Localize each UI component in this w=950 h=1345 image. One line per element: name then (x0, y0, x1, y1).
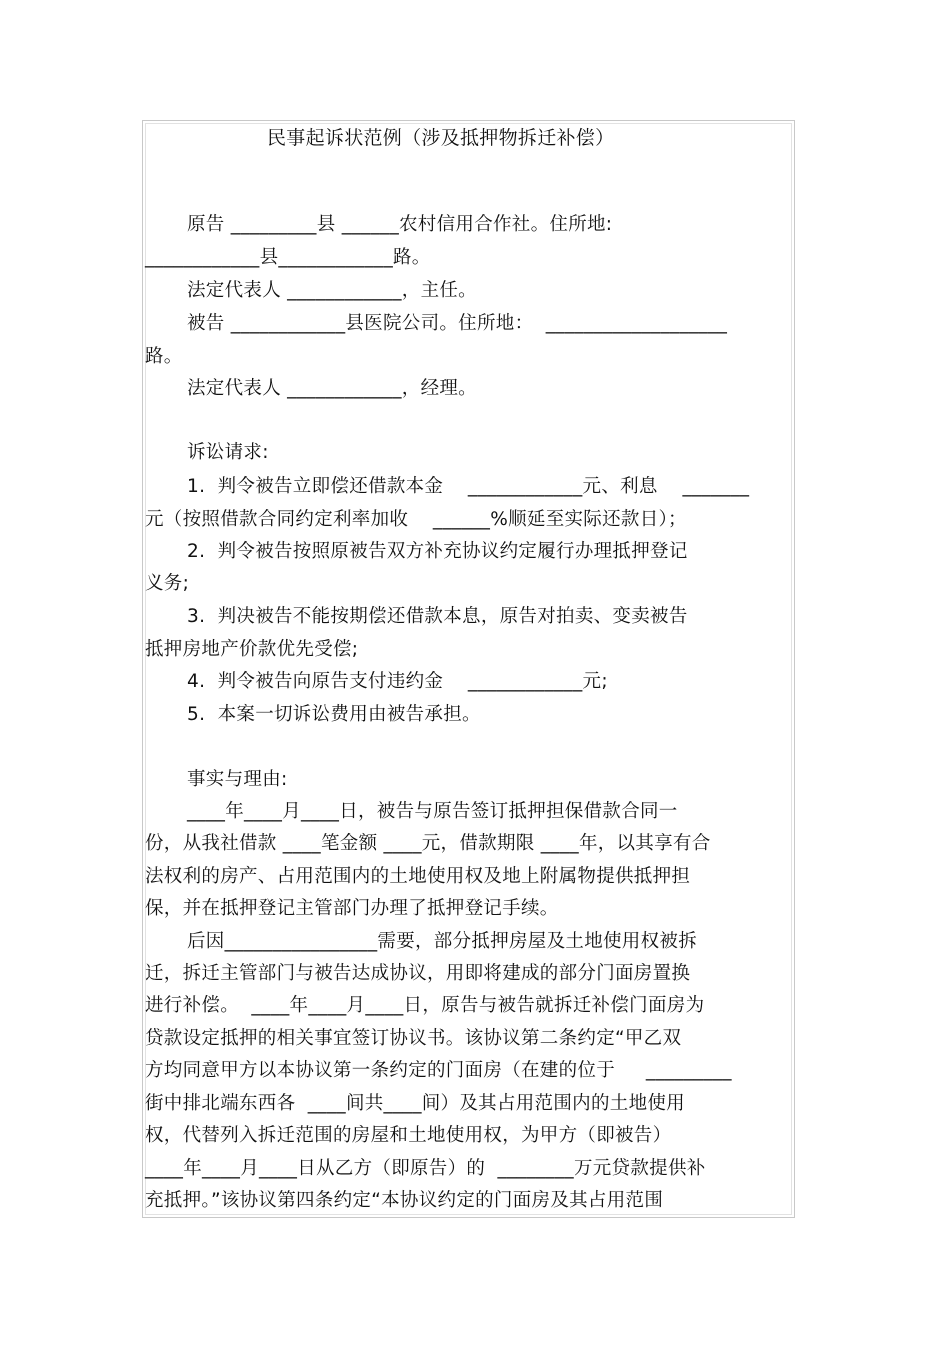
facts-line: 后因________________需要，部分抵押房屋及土地使用权被拆 (187, 931, 698, 952)
facts-line: 贷款设定抵押的相关事宜签订协议书。该协议第二条约定“甲乙双 (145, 1028, 682, 1049)
claims-heading: 诉讼请求: (187, 442, 269, 463)
facts-line: 法权利的房产、占用范围内的土地使用权及地上附属物提供抵押担 (145, 866, 691, 887)
facts-line: 保，并在抵押登记主管部门办理了抵押登记手续。 (145, 898, 559, 919)
document-title: 民事起诉状范例（涉及抵押物拆迁补偿） (267, 127, 615, 149)
facts-line: ____年____月____日从乙方（即原告）的 ________万元贷款提供补 (145, 1158, 706, 1179)
facts-line: 街中排北端东西各 ____间共____间）及其占用范围内的土地使用 (145, 1093, 685, 1114)
facts-line: 权，代替列入拆迁范围的房屋和土地使用权，为甲方（即被告） (145, 1125, 672, 1146)
facts-line: ____年____月____日，被告与原告签订抵押担保借款合同一 (187, 801, 678, 822)
facts-heading: 事实与理由: (187, 769, 288, 790)
facts-line: 份，从我社借款 ____笔金额 ____元，借款期限 ____年，以其享有合 (145, 833, 711, 854)
claim-line: 1. 判令被告立即偿还借款本金 ____________元、利息 _______ (187, 476, 750, 497)
facts-line: 进行补偿。 ____年____月____日，原告与被告就拆迁补偿门面房为 (145, 995, 705, 1016)
claim-line: 5. 本案一切诉讼费用由被告承担。 (187, 704, 481, 725)
claim-line: 3. 判决被告不能按期偿还借款本息，原告对拍卖、变卖被告 (187, 606, 688, 627)
claim-line: 义务; (145, 573, 190, 594)
defendant-representative-line: 法定代表人 ____________，经理。 (187, 378, 477, 399)
facts-line: 方均同意甲方以本协议第一条约定的门面房（在建的位于 _________ (145, 1060, 732, 1081)
claim-line: 2. 判令被告按照原被告双方补充协议约定履行办理抵押登记 (187, 541, 688, 562)
plaintiff-address-line: ____________县____________路。 (145, 247, 431, 268)
claim-line: 抵押房地产价款优先受偿; (145, 639, 359, 660)
plaintiff-line: 原告 _________县 ______农村信用合作社。住所地: (187, 214, 613, 235)
defendant-line: 被告 ____________县医院公司。住所地： ___________________ (187, 313, 728, 334)
plaintiff-representative-line: 法定代表人 ____________，主任。 (187, 280, 477, 301)
defendant-address-line: 路。 (145, 346, 183, 367)
claim-line: 元（按照借款合同约定利率加收 ______%顺延至实际还款日）； (145, 509, 687, 530)
facts-line: 充抵押。”该协议第四条约定“本协议约定的门面房及其占用范围 (145, 1190, 664, 1211)
claim-line: 4. 判令被告向原告支付违约金 ____________元; (187, 671, 608, 692)
facts-line: 迁，拆迁主管部门与被告达成协议，用即将建成的部分门面房置换 (145, 963, 691, 984)
